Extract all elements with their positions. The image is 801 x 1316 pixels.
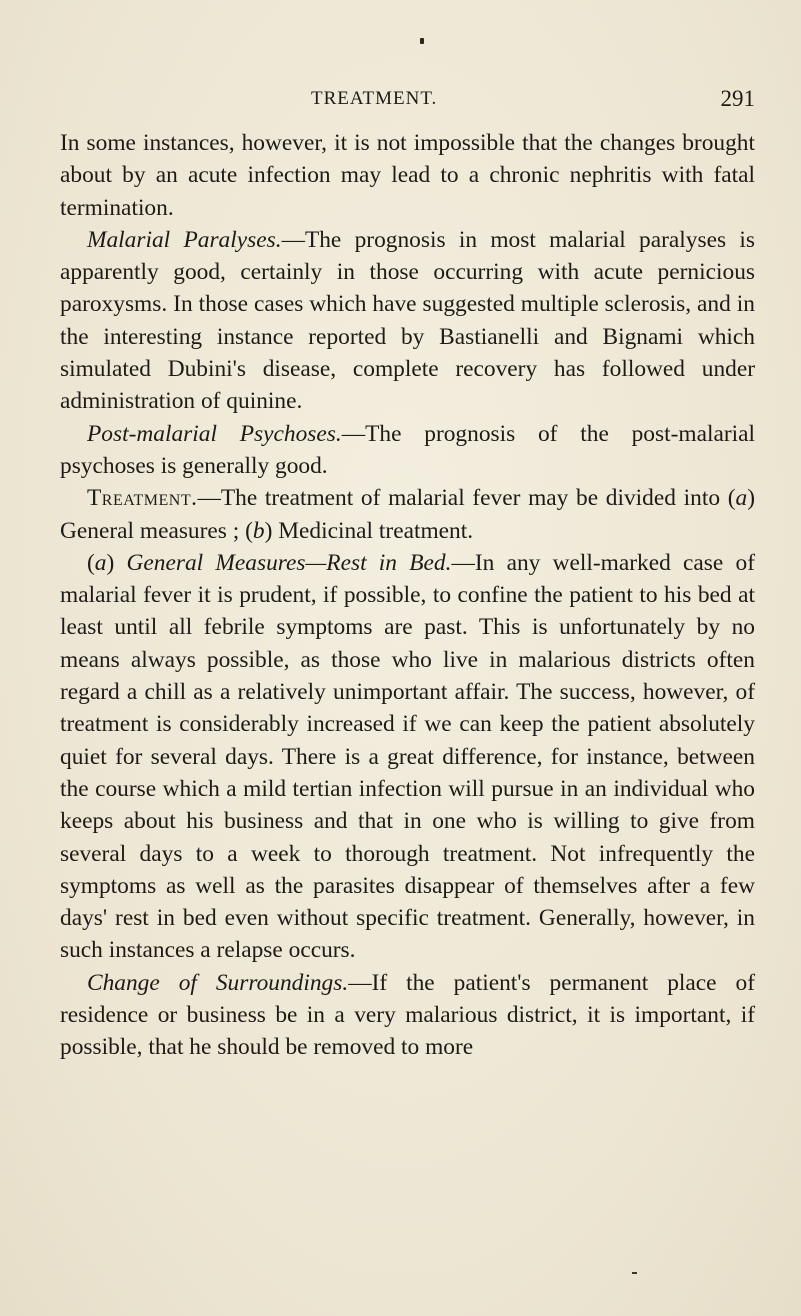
paren-open: ( bbox=[87, 549, 95, 576]
list-label-a: a bbox=[94, 549, 107, 576]
running-head: TREATMENT. bbox=[311, 88, 438, 109]
paragraph-post-malarial-psychoses bbox=[60, 418, 755, 483]
body-text bbox=[60, 127, 755, 1064]
page-number: 291 bbox=[720, 86, 755, 111]
paragraph-text: ) General measures ; ( bbox=[60, 485, 755, 544]
section-heading-post-malarial-psychoses: Post-malarial Psychoses. bbox=[87, 420, 342, 447]
paragraph-text: —In any well-marked case of malarial fever it is prudent, if possible, to confine the patient to his bed at least until all febrile symptoms are past. This is unfortunately by no means always possible, as those who live in malarious districts often regard a chill as a relatively unimportant affair. The success, however, of treatment is considerably increased if we can keep the patient absolutely quiet for several days. There is a great difference, for instance, between the course which a mild tertian infection will pursue in an individual who keeps about his business and that in one who is willing to give from several days to a week to thorough treatment. Not infrequently the symptoms as well as the parasites disappear of themselves after a few days' rest in bed even without specific treatment. Generally, however, in such instances a relapse occurs. bbox=[60, 549, 755, 964]
paragraph-text: —The treatment of malarial fever may be divided into ( bbox=[197, 485, 736, 512]
paragraph-text: ) Medicinal treatment. bbox=[264, 517, 474, 544]
paragraph-text: —If the patient's permanent place of residence or business be in a very malarious district, it is important, if possible, that he should be removed to more bbox=[60, 969, 755, 1061]
paragraph-malarial-paralyses bbox=[60, 224, 755, 418]
paragraph-text: —The prognosis of the post-malarial psychoses is generally good. bbox=[60, 420, 756, 479]
ink-mark-bottom bbox=[632, 1272, 637, 1274]
section-heading-change-of-surroundings: Change of Surroundings. bbox=[87, 969, 349, 996]
paren-close: ) bbox=[106, 549, 127, 576]
list-label-a: a bbox=[735, 485, 748, 512]
paragraph-text: —The prognosis in most malarial paralyses is apparently good, certainly in those occurring with acute pernicious paroxysms. In those cases which have suggested multiple sclerosis, and in the interesting instance reported by Bastianelli and Bignami which simulated Dubini's disease, complete recovery has followed under administration of quinine. bbox=[60, 226, 755, 415]
page-header bbox=[60, 88, 755, 118]
paragraph-treatment bbox=[60, 482, 755, 547]
ink-mark-top bbox=[420, 38, 424, 44]
section-heading-general-measures: General Measures—Rest in Bed. bbox=[126, 549, 452, 576]
paragraph-general-measures bbox=[60, 547, 755, 967]
section-heading-treatment: Treatment. bbox=[87, 485, 198, 512]
paragraph-nephritis bbox=[60, 127, 755, 224]
list-label-b: b bbox=[252, 517, 265, 544]
paragraph-change-of-surroundings bbox=[60, 967, 755, 1064]
section-heading-malarial-paralyses: Malarial Paralyses. bbox=[87, 226, 282, 253]
paragraph-text: In some instances, however, it is not impossible that the changes brought about by an acute infection may lead to a chronic nephritis with fatal termination. bbox=[60, 130, 755, 221]
